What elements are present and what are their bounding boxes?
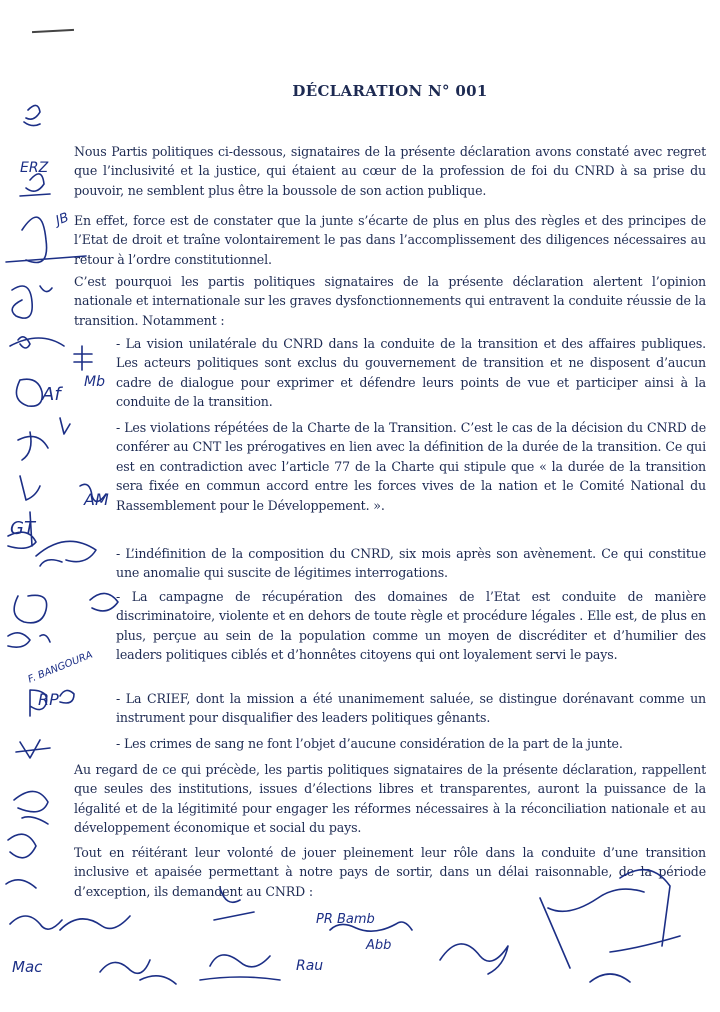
signature-abb: Abb xyxy=(366,938,392,953)
signature-11 xyxy=(14,593,118,622)
signature-mac: Mac xyxy=(12,958,43,976)
signature-initials-erz: ERZ xyxy=(20,160,49,176)
signature-24 xyxy=(100,960,176,984)
page-title: DÉCLARATION N° 001 xyxy=(292,82,488,100)
signature-bangoura: F. BANGOURA xyxy=(26,649,95,686)
signature-19 xyxy=(200,955,280,980)
signature-1 xyxy=(24,105,40,125)
list-item-recuperation-domaines: - La campagne de récupération des domaines de l’Etat est conduite de manière discriminatoire, violente et en dehors de toute règle et procédure légales . Elle est, de plus en plus, perçue au sein de la population comme un moyen de discréditer et d’humilier des leaders politiques ciblés et d’honnêtes citoyens qui ont loyalement servi le pays. xyxy=(116,589,706,663)
signature-23 xyxy=(440,944,508,974)
paragraph-intro: Nous Partis politiques ci-dessous, signataires de la présente déclaration avons constaté avec regret que l’inclusivité et la justice, qui étaient au cœur de la profession de foi du CNRD à sa prise du pouvoir, ne semblent plus être la boussole de son action publique. xyxy=(74,144,706,198)
paragraph-conclusion: Au regard de ce qui précède, les partis politiques signataires de la présente déclaration, rappellent que seules des institutions, issues d’élections libres et transparentes, auront la puissance de la légalité et de la légitimité pour engager les réformes nécessaires à la réconciliation nationale et au développement économique et social du pays. xyxy=(74,762,706,836)
signature-15 xyxy=(14,791,48,824)
signature-12 xyxy=(8,633,50,647)
list-item-crimes-de-sang: - Les crimes de sang ne font l’objet d’aucune considération de la part de la junte. xyxy=(116,736,623,751)
paragraph-en-effet: En effet, force est de constater que la junte s’écarte de plus en plus des règles et des principes de l’Etat de droit et traîne volontairement le pas dans l’accomplissement des diligences nécessaires au retour à l’ordre constitutionnel. xyxy=(74,213,706,267)
signature-7 xyxy=(18,418,70,460)
paragraph-demandes: Tout en réitérant leur volonté de jouer pleinement leur rôle dans la conduite d’une transition inclusive et apaisée permettant à notre pays de sortir, dans un délai raisonnable, de la période d’exception, ils demandent au CNRD : xyxy=(74,845,706,899)
signature-initials-af: Af xyxy=(42,384,61,405)
signature-initials-rp: RP xyxy=(38,690,59,709)
signature-10 xyxy=(36,541,96,566)
list-item-vision-unilaterale: - La vision unilatérale du CNRD dans la conduite de la transition et des affaires publiques. Les acteurs politiques sont exclus du gouvernement de transition et ne disposent d’aucun cadre de dialogue pour exprimer et défendre leurs points de vue et participer ainsi à la conduite de la transition. xyxy=(116,336,706,410)
signature-2 xyxy=(20,174,50,196)
signature-14 xyxy=(16,740,50,758)
signature-initials-am: AM xyxy=(84,490,109,509)
list-item-composition-cnrd: - L’indéfinition de la composition du CNRD, six mois après son avènement. Ce qui constitue une anomalie qui suscite de légitimes interrogations. xyxy=(116,546,706,581)
signature-17 xyxy=(10,916,130,930)
paragraph-alert: C’est pourquoi les partis politiques signataires de la présente déclaration alertent l’opinion nationale et internationale sur les graves dysfonctionnements qui entravent la conduite réussie de la transition. Notamment : xyxy=(74,274,706,328)
pen-mark xyxy=(32,29,74,33)
signature-4 xyxy=(12,286,52,318)
signature-5 xyxy=(10,337,64,348)
signature-initials-jb: JB xyxy=(53,210,71,229)
signature-initials-mb: Mb xyxy=(84,374,105,390)
signature-initials-gt: GT xyxy=(10,518,35,539)
signature-16 xyxy=(6,834,36,888)
signature-rau: Rau xyxy=(296,958,324,974)
list-item-crief: - La CRIEF, dont la mission a été unanimement saluée, se distingue dorénavant comme un instrument pour disqualifier des leaders politiques gênants. xyxy=(116,691,706,726)
list-item-violations-charte: - Les violations répétées de la Charte de la Transition. C’est le cas de la décision du CNRD de conférer au CNT les prérogatives en lien avec la définition de la durée de la transition. Ce qui est en contradiction avec l’article 77 de la Charte qui stipule que « la durée de la transition sera fixée en commun accord entre les forces vives de la nation et le Comité National du Rassemblement pour le Développement. ». xyxy=(116,420,706,513)
signature-pr-bamb: PR Bamb xyxy=(316,912,375,927)
